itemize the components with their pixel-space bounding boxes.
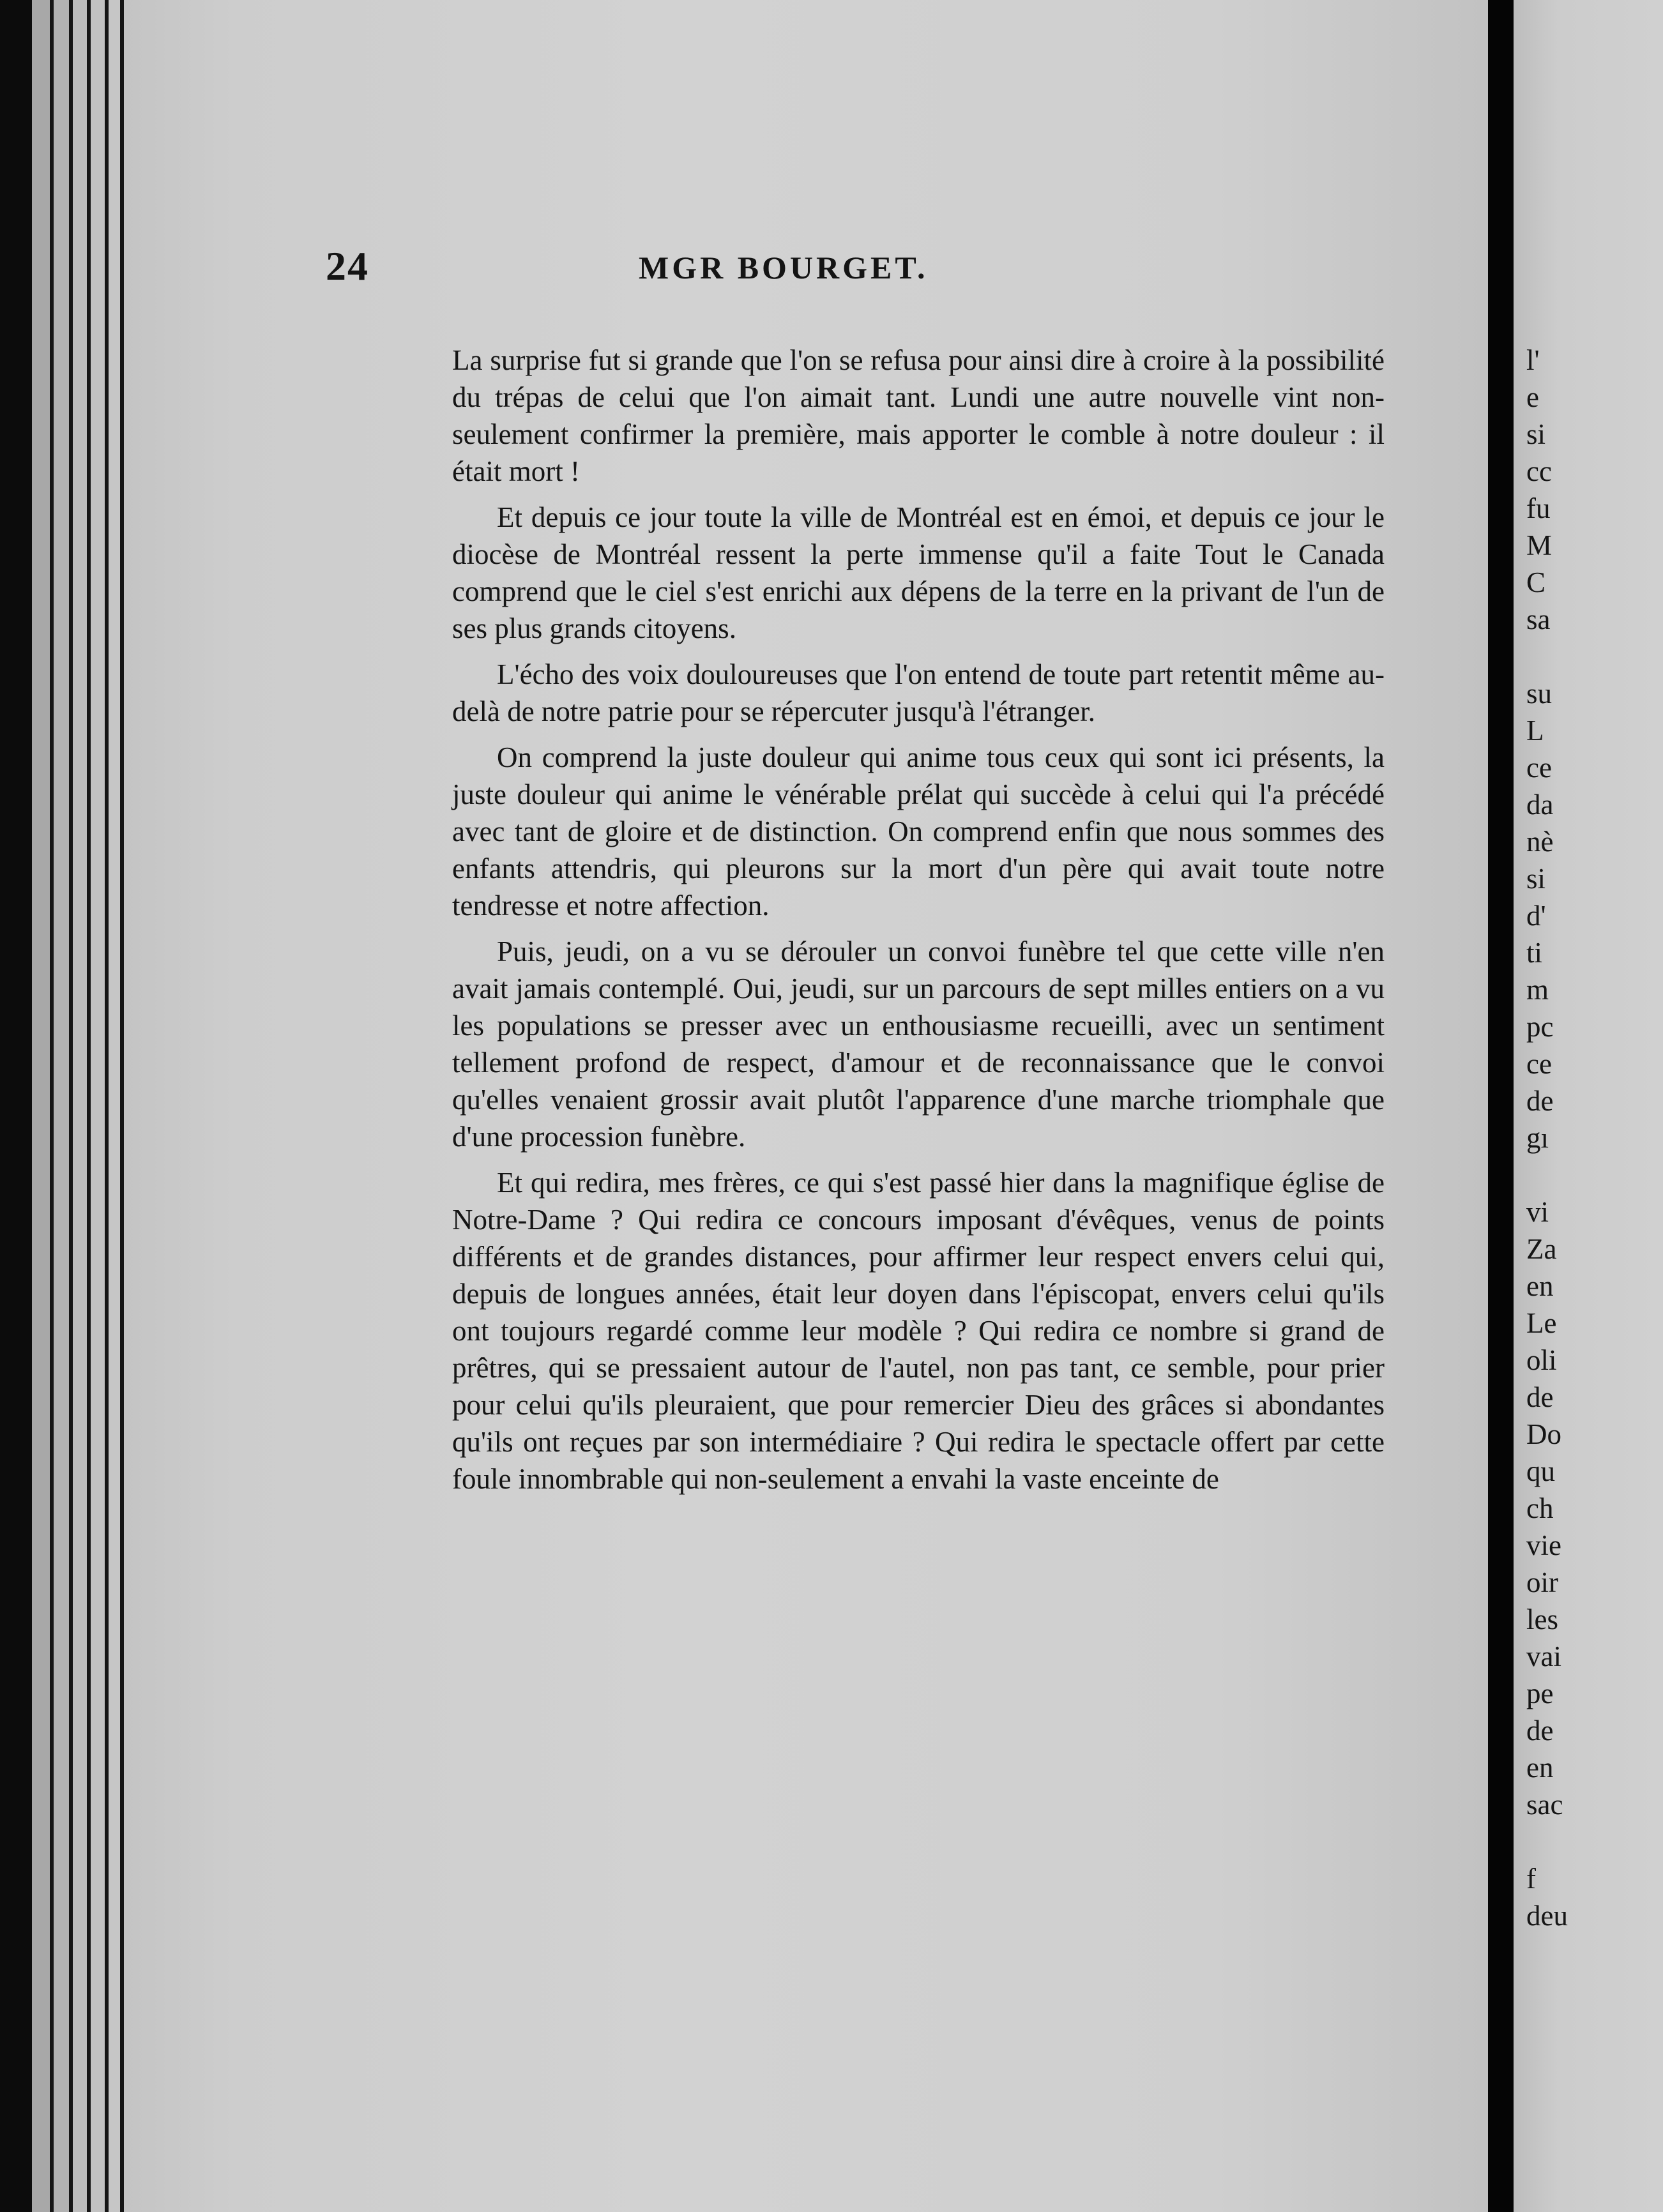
facing-page-line: deu	[1526, 1900, 1568, 1932]
facing-page-line: pc	[1526, 1011, 1554, 1043]
facing-page-line: su	[1526, 678, 1553, 709]
facing-page-line: en	[1526, 1270, 1554, 1302]
facing-page-line: ce	[1526, 752, 1552, 784]
facing-page-line: ti	[1526, 937, 1543, 969]
book-gutter	[1488, 0, 1514, 2212]
facing-page-line: en	[1526, 1752, 1554, 1784]
facing-page-line	[1526, 1156, 1660, 1193]
facing-page-line: vai	[1526, 1640, 1561, 1672]
facing-page-line: qu	[1526, 1455, 1555, 1487]
facing-page-line: sa	[1526, 603, 1551, 635]
facing-page-line: vie	[1526, 1529, 1561, 1561]
facing-page-line: si	[1526, 863, 1546, 895]
facing-page-line: vi	[1526, 1196, 1549, 1228]
facing-page-line: pe	[1526, 1678, 1554, 1709]
facing-page-line: Do	[1526, 1418, 1561, 1450]
facing-page-line: fu	[1526, 492, 1551, 524]
facing-page-line: Za	[1526, 1233, 1557, 1265]
facing-page-line: C	[1526, 566, 1546, 598]
paragraph: Et depuis ce jour toute la ville de Montréal est en émoi, et depuis ce jour le diocèse de Montréal ressent la perte immense qu'il a faite Tout le Canada comprend que le ciel s'est enrichi aux dépens de la terre en la privant de l'un de ses plus grands citoyens.	[452, 501, 1385, 644]
facing-page-line: les	[1526, 1603, 1558, 1635]
body-text	[452, 342, 1385, 1506]
facing-page-text	[1526, 342, 1660, 1934]
facing-page-line: M	[1526, 529, 1553, 561]
paragraph: La surprise fut si grande que l'on se refusa pour ainsi dire à croire à la possibilité du trépas de celui que l'on aimait tant. Lundi une autre nouvelle vint non-seulement confirmer la première, mais apporter le comble à notre douleur : il était mort !	[452, 344, 1385, 487]
facing-page-line	[1526, 638, 1660, 675]
paragraph: On comprend la juste douleur qui anime tous ceux qui sont ici présents, la juste douleur qui anime le vénérable prélat qui succède à celui qui l'a précédé avec tant de gloire et de distinction. On comprend enfin que nous sommes des enfants attendris, qui pleurons sur la mort d'un père qui avait toute notre tendresse et notre affection.	[452, 741, 1385, 921]
page-header	[326, 243, 1386, 300]
paragraph: Et qui redira, mes frères, ce qui s'est passé hier dans la magnifique église de Notre-Dame ? Qui redira ce concours imposant d'évêques, venus de points différents et de grandes distances, pour affirmer leur respect envers celui qui, depuis de longues années, était leur doyen dans l'épiscopat, envers celui qu'ils ont toujours regardé comme leur modèle ? Qui redira ce nombre si grand de prêtres, qui se pressaient autour de l'autel, non pas tant, ce semble, pour prier pour celui qu'ils pleuraient, que pour remercier Dieu des grâces si abondantes qu'ils ont reçues par son intermédiaire ? Qui redira le spectacle offert par cette foule innombrable qui non-seulement a envahi la vaste enceinte de	[452, 1167, 1385, 1495]
facing-page-line: de	[1526, 1381, 1554, 1413]
facing-page-line: m	[1526, 974, 1549, 1006]
facing-page-line: oir	[1526, 1566, 1558, 1598]
facing-page-line: sac	[1526, 1789, 1563, 1821]
facing-page-line: cc	[1526, 455, 1552, 487]
facing-page-line: de	[1526, 1715, 1554, 1746]
facing-page-line: de	[1526, 1085, 1554, 1117]
facing-page-line: da	[1526, 789, 1554, 821]
facing-page-line: si	[1526, 418, 1546, 450]
page-edge	[73, 0, 91, 2212]
paragraph: Puis, jeudi, on a vu se dérouler un convoi funèbre tel que cette ville n'en avait jamais contemplé. Oui, jeudi, sur un parcours de sept milles entiers on a vu les populations se presser avec un enthousiasme recueilli, avec un sentiment tellement profond de respect, d'amour et de reconnaissance que le convoi qu'elles venaient grossir avait plutôt l'apparence d'une marche triomphale que d'une procession funèbre.	[452, 936, 1385, 1153]
facing-page-line: Le	[1526, 1307, 1557, 1339]
page-number: 24	[326, 243, 369, 289]
facing-page-line: ce	[1526, 1048, 1552, 1080]
facing-page-line: f	[1526, 1863, 1536, 1895]
page-edge	[91, 0, 109, 2212]
facing-page-line: oli	[1526, 1344, 1557, 1376]
facing-page-line: d'	[1526, 900, 1546, 932]
facing-page-line: l'	[1526, 344, 1540, 376]
facing-page-line: e	[1526, 381, 1539, 413]
facing-page-line	[1526, 1823, 1660, 1860]
facing-page-line: ch	[1526, 1492, 1554, 1524]
running-title: MGR BOURGET.	[639, 250, 929, 285]
page-edge	[109, 0, 124, 2212]
page-edge	[54, 0, 73, 2212]
page-edge	[32, 0, 54, 2212]
facing-page-line: nè	[1526, 826, 1554, 858]
paragraph: L'écho des voix douloureuses que l'on entend de toute part retentit même au-delà de notre patrie pour se répercuter jusqu'à l'étranger.	[452, 658, 1385, 727]
facing-page-line: L	[1526, 715, 1544, 746]
facing-page-line: gı	[1526, 1122, 1549, 1154]
